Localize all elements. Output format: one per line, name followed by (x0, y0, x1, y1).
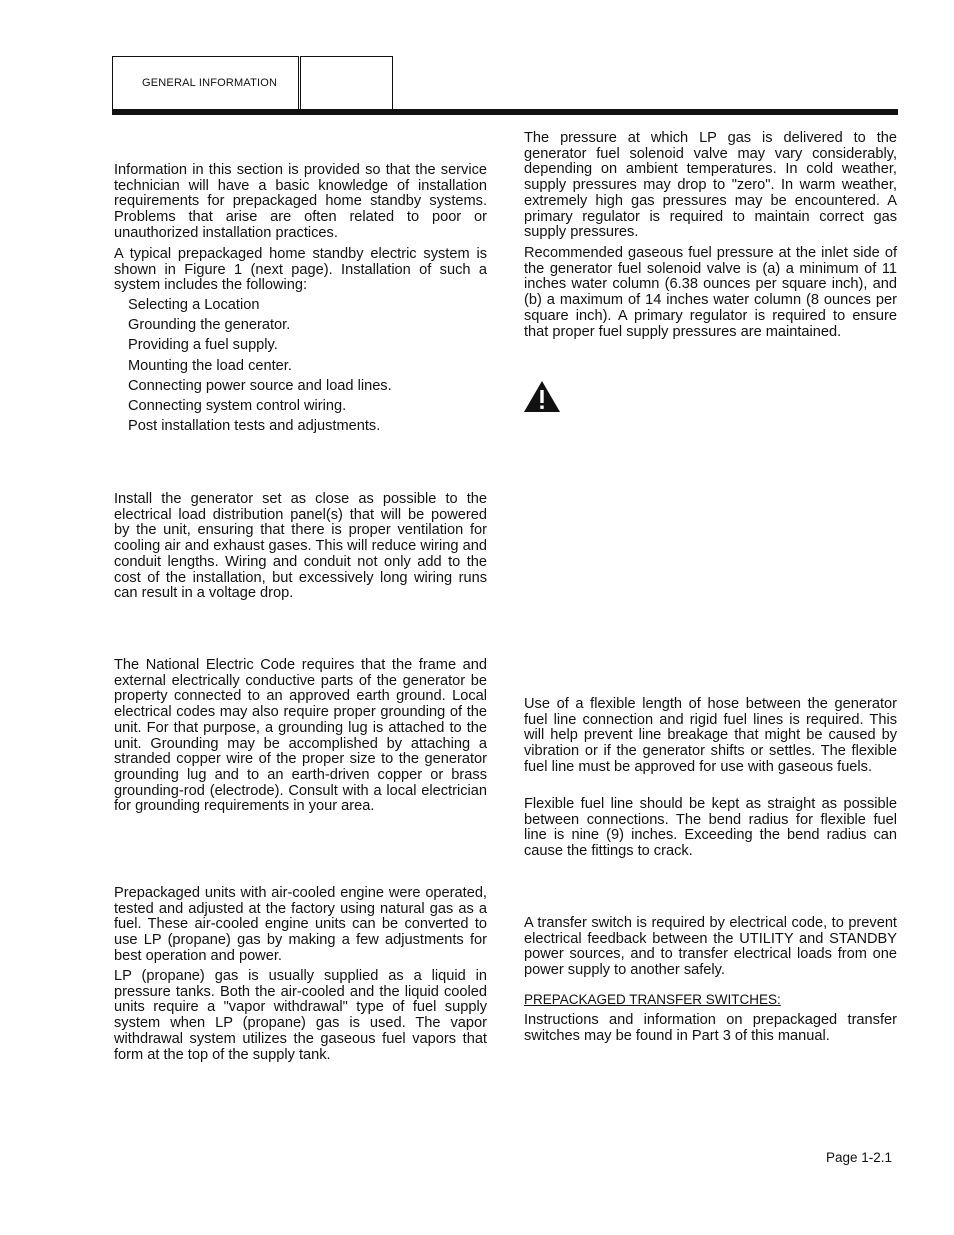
transfer-paragraph-2 (524, 1013, 897, 1044)
header-rule (112, 109, 898, 115)
pressure-text-2: Recommended gaseous fuel pressure at the inlet side of the generator fuel solenoid valve is (a) a minimum of 11 inches water column (6.38 ounces per square inch), and (b) a maximum of 14 inches water column (8 ounces per square inch). A primary regulator is required to ensure that proper fuel supply pressures are maintained. (524, 245, 897, 340)
pressure-text-1: The pressure at which LP gas is delivered to the generator fuel solenoid valve may vary considerably, depending on ambient temperatures. In cold weather, supply pressures may drop to "zero". In warm weather, extremely high gas pressures may be encountered. A primary regulator is required to maintain correct gas supply pressures. (524, 130, 897, 241)
transfer-text: A transfer switch is required by electrical code, to prevent electrical feedback between the UTILITY and STANDBY power sources, and to transfer electrical loads from one power supply to another safely. (524, 915, 897, 979)
transfer-paragraph (524, 916, 897, 979)
list-item: Grounding the generator. (128, 317, 291, 333)
hose-paragraph-2 (524, 797, 897, 860)
list-item: Selecting a Location (128, 297, 260, 313)
pressure-paragraph-1 (524, 131, 897, 241)
fuel-paragraph-2 (114, 969, 487, 1063)
location-paragraph (114, 492, 487, 602)
list-item: Post installation tests and adjustments. (128, 418, 381, 434)
list-item: Mounting the load center. (128, 358, 292, 374)
pressure-paragraph-2 (524, 246, 897, 340)
page-number: Page 1-2.1 (826, 1150, 893, 1165)
hose-paragraph-1 (524, 697, 897, 776)
fuel-text-1: Prepackaged units with air-cooled engine were operated, tested and adjusted at the factory using natural gas as a fuel. These air-cooled engine units can be converted to use LP (propane) gas by making a few adjustments for best operation and power. (114, 885, 487, 964)
section-label: GENERAL INFORMATION (142, 77, 278, 89)
grounding-paragraph (114, 658, 487, 815)
list-item: Connecting power source and load lines. (128, 378, 392, 394)
hose-text-1: Use of a flexible length of hose between the generator fuel line connection and rigid fuel lines is required. This will help prevent line breakage that might be caused by vibration or if the generator shifts or settles. The flexible fuel line must be approved for use with gaseous fuels. (524, 696, 897, 775)
section-tab-blank (300, 56, 393, 109)
intro-text-1: Information in this section is provided so that the service technician will have a basic knowledge of installation requirements for prepackaged home standby systems. Problems that arise are often related to poor or unauthorized installation practices. (114, 162, 487, 241)
section-tab (112, 56, 299, 109)
fuel-text-2: LP (propane) gas is usually supplied as a liquid in pressure tanks. Both the air-cooled and the liquid cooled units require a "vapor withdrawal" type of fuel supply system when LP (propane) gas is used. The vapor withdrawal system utilizes the gaseous fuel vapors that form at the top of the supply tank. (114, 968, 487, 1063)
intro-paragraph-2 (114, 247, 487, 294)
transfer-switch-heading: PREPACKAGED TRANSFER SWITCHES: (524, 992, 781, 1007)
intro-paragraph-1 (114, 163, 487, 242)
intro-text-2: A typical prepackaged home standby electric system is shown in Figure 1 (next page). Installation of such a system includes the following: (114, 246, 487, 294)
transfer-text-2: Instructions and information on prepackaged transfer switches may be found in Part 3 of this manual. (524, 1012, 897, 1044)
grounding-text: The National Electric Code requires that the frame and external electrically conductive parts of the generator be property connected to an approved earth ground. Local electrical codes may also require proper grounding of the unit. For that purpose, a grounding lug is attached to the unit. Grounding may be accomplished by attaching a stranded copper wire of the proper size to the generator grounding lug and to an earth-driven copper or brass grounding-rod (electrode). Consult with a local electrician for grounding requirements in your area. (114, 657, 487, 815)
warning-triangle-icon (523, 380, 561, 413)
location-text: Install the generator set as close as possible to the electrical load distribution panel(s) that will be powered by the unit, ensuring that there is proper ventilation for cooling air and exhaust gases. This will reduce wiring and conduit lengths. Wiring and conduit not only add to the cost of the installation, but excessively long wiring runs can result in a voltage drop. (114, 491, 487, 602)
list-item: Providing a fuel supply. (128, 337, 278, 353)
list-item: Connecting system control wiring. (128, 398, 347, 414)
hose-text-2: Flexible fuel line should be kept as straight as possible between connections. The bend radius for flexible fuel line is nine (9) inches. Exceeding the bend radius can cause the fittings to crack. (524, 796, 897, 860)
fuel-paragraph-1 (114, 886, 487, 965)
